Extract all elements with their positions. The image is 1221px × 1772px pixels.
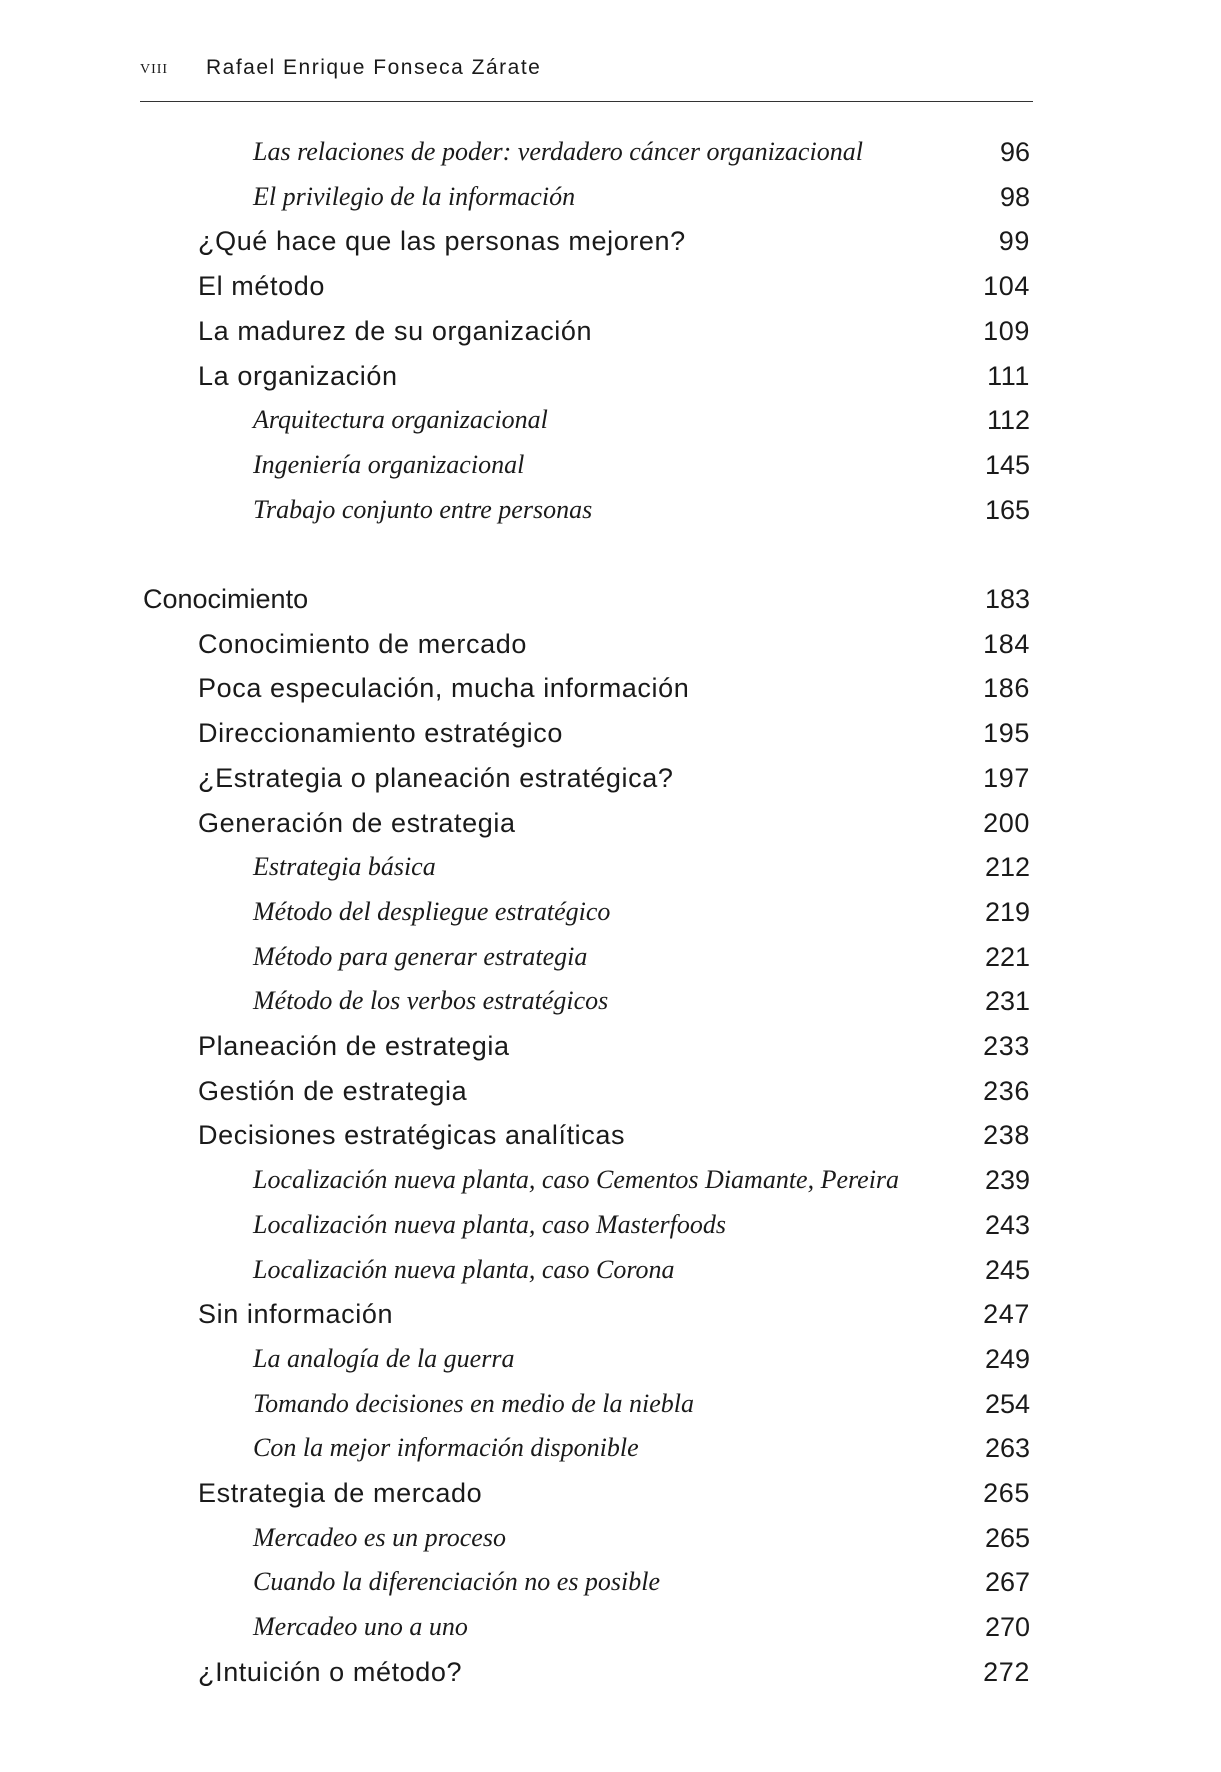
toc-entry-page: 109 bbox=[983, 315, 1030, 346]
toc-entry-page: 239 bbox=[984, 1165, 1030, 1196]
toc-entry-page: 263 bbox=[984, 1433, 1030, 1464]
toc-entry-page: 238 bbox=[983, 1120, 1030, 1151]
toc-entry bbox=[198, 266, 1030, 306]
toc-entry bbox=[253, 1518, 1030, 1558]
toc-entry-title: Tomando decisiones en medio de la niebla bbox=[253, 1388, 694, 1418]
toc-entry-title: Mercadeo uno a uno bbox=[253, 1612, 468, 1642]
toc-entry-page: 186 bbox=[983, 673, 1030, 704]
toc-entry-title: Trabajo conjunto entre personas bbox=[253, 494, 593, 524]
toc-entry-title: Decisiones estratégicas analíticas bbox=[198, 1120, 626, 1151]
toc-entry bbox=[253, 1160, 1030, 1200]
toc-entry-page: 104 bbox=[983, 271, 1030, 302]
toc-entry-page: 270 bbox=[984, 1612, 1030, 1643]
toc-entry-page: 212 bbox=[984, 852, 1030, 883]
page-header bbox=[140, 56, 1040, 86]
toc-entry-page: 249 bbox=[984, 1343, 1030, 1374]
toc-entry-page: 219 bbox=[984, 896, 1030, 927]
toc-entry bbox=[253, 1428, 1030, 1468]
toc-entry bbox=[198, 713, 1030, 753]
toc-entry bbox=[253, 490, 1030, 530]
toc-entry-page: 265 bbox=[984, 1522, 1030, 1553]
toc-entry bbox=[253, 1562, 1030, 1602]
toc-entry bbox=[253, 445, 1030, 485]
toc-entry bbox=[198, 1473, 1030, 1513]
toc-entry-title: Método del despliegue estratégico bbox=[253, 896, 611, 926]
toc-entry-page: 96 bbox=[999, 137, 1030, 167]
running-head-author: Rafael Enrique Fonseca Zárate bbox=[206, 56, 542, 79]
toc-entry-title: La organización bbox=[198, 360, 398, 391]
toc-entry bbox=[253, 937, 1030, 977]
toc-entry bbox=[253, 400, 1030, 440]
toc-entry-title: Método para generar estrategia bbox=[253, 941, 588, 971]
toc-entry-title: Conocimiento de mercado bbox=[198, 628, 527, 659]
toc-entry bbox=[198, 1652, 1030, 1692]
toc-entry-page: 247 bbox=[983, 1299, 1030, 1330]
toc-entry-title: Estrategia de mercado bbox=[198, 1478, 483, 1508]
toc-entry-page: 254 bbox=[984, 1388, 1030, 1419]
toc-entry-page: 165 bbox=[984, 494, 1030, 525]
toc-entry-title: Sin información bbox=[198, 1299, 394, 1330]
toc-entry-page: 265 bbox=[983, 1478, 1030, 1508]
toc-entry-title: Planeación de estrategia bbox=[198, 1031, 510, 1061]
toc-entry bbox=[143, 579, 1030, 619]
toc-entry-title: Localización nueva planta, caso Masterfoods bbox=[253, 1209, 727, 1239]
toc-entry bbox=[198, 758, 1030, 798]
toc-entry-title: La analogía de la guerra bbox=[253, 1343, 515, 1373]
toc-entry-title: Direccionamiento estratégico bbox=[198, 718, 563, 749]
toc-entry bbox=[198, 1294, 1030, 1334]
toc-entry bbox=[253, 1607, 1030, 1647]
toc-entry-page: 197 bbox=[983, 762, 1030, 793]
toc-entry bbox=[253, 1250, 1030, 1290]
toc-entry-title: Arquitectura organizacional bbox=[253, 405, 548, 435]
toc-entry-title: El método bbox=[198, 271, 325, 302]
toc-entry-title: El privilegio de la información bbox=[253, 181, 576, 211]
toc-entry bbox=[198, 668, 1030, 708]
toc-entry-page: 231 bbox=[984, 986, 1030, 1017]
toc-entry-title: ¿Qué hace que las personas mejoren? bbox=[198, 226, 686, 257]
toc-entry bbox=[198, 624, 1030, 664]
toc-entry bbox=[253, 1384, 1030, 1424]
toc-entry-title: Método de los verbos estratégicos bbox=[253, 986, 609, 1016]
toc-entry bbox=[253, 892, 1030, 932]
toc-entry-title: Localización nueva planta, caso Cementos Diamante, Pereira bbox=[253, 1165, 900, 1195]
toc-entry bbox=[253, 847, 1030, 887]
toc-entry bbox=[198, 221, 1030, 261]
toc-entry bbox=[253, 981, 1030, 1021]
toc-entry-title: ¿Estrategia o planeación estratégica? bbox=[198, 762, 674, 793]
toc-entry bbox=[198, 1115, 1030, 1155]
toc-entry-page: 221 bbox=[984, 941, 1030, 972]
toc-entry bbox=[253, 1339, 1030, 1379]
toc-entry bbox=[198, 311, 1030, 351]
toc-entry-title: Las relaciones de poder: verdadero cáncer organizacional bbox=[253, 137, 863, 166]
toc-entry-page: 145 bbox=[984, 449, 1030, 480]
toc-entry-title: La madurez de su organización bbox=[198, 315, 593, 346]
toc-entry bbox=[198, 1026, 1030, 1066]
toc-entry bbox=[253, 1205, 1030, 1245]
page-number-folio: VIII bbox=[140, 62, 169, 77]
toc-entry-page: 245 bbox=[984, 1254, 1030, 1285]
toc-entry-page: 98 bbox=[999, 181, 1030, 212]
toc-entry-page: 243 bbox=[984, 1209, 1030, 1240]
toc-entry-title: Ingeniería organizacional bbox=[253, 449, 525, 479]
toc-entry-page: 236 bbox=[983, 1075, 1030, 1106]
toc-entry bbox=[198, 356, 1030, 396]
toc-entry-title: Conocimiento bbox=[143, 584, 309, 614]
toc-entry-title: ¿Intuición o método? bbox=[198, 1656, 463, 1687]
toc-entry-page: 267 bbox=[984, 1567, 1030, 1598]
toc-entry-page: 183 bbox=[984, 584, 1030, 614]
toc-entry-page: 195 bbox=[983, 718, 1030, 749]
toc-entry-page: 200 bbox=[983, 807, 1030, 838]
toc-entry-page: 233 bbox=[983, 1031, 1030, 1061]
toc-entry-page: 111 bbox=[987, 360, 1030, 391]
toc-entry bbox=[253, 177, 1030, 217]
toc-entry-title: Generación de estrategia bbox=[198, 807, 516, 838]
toc-entry-title: Estrategia básica bbox=[253, 852, 436, 882]
toc-entry bbox=[253, 132, 1030, 172]
toc-entry-title: Cuando la diferenciación no es posible bbox=[253, 1567, 661, 1597]
toc-entry-title: Localización nueva planta, caso Corona bbox=[253, 1254, 675, 1284]
toc-entry-page: 184 bbox=[983, 628, 1030, 659]
toc-entry-page: 112 bbox=[986, 405, 1030, 436]
toc-entry bbox=[198, 803, 1030, 843]
toc-entry-title: Mercadeo es un proceso bbox=[253, 1522, 506, 1552]
toc-entry-title: Poca especulación, mucha información bbox=[198, 673, 690, 704]
toc-entry bbox=[198, 1071, 1030, 1111]
toc-entry-page: 99 bbox=[998, 226, 1030, 257]
toc-entry-page: 272 bbox=[983, 1656, 1030, 1687]
toc-entry-title: Con la mejor información disponible bbox=[253, 1433, 639, 1463]
header-rule bbox=[140, 101, 1033, 102]
toc-entry-title: Gestión de estrategia bbox=[198, 1075, 468, 1106]
